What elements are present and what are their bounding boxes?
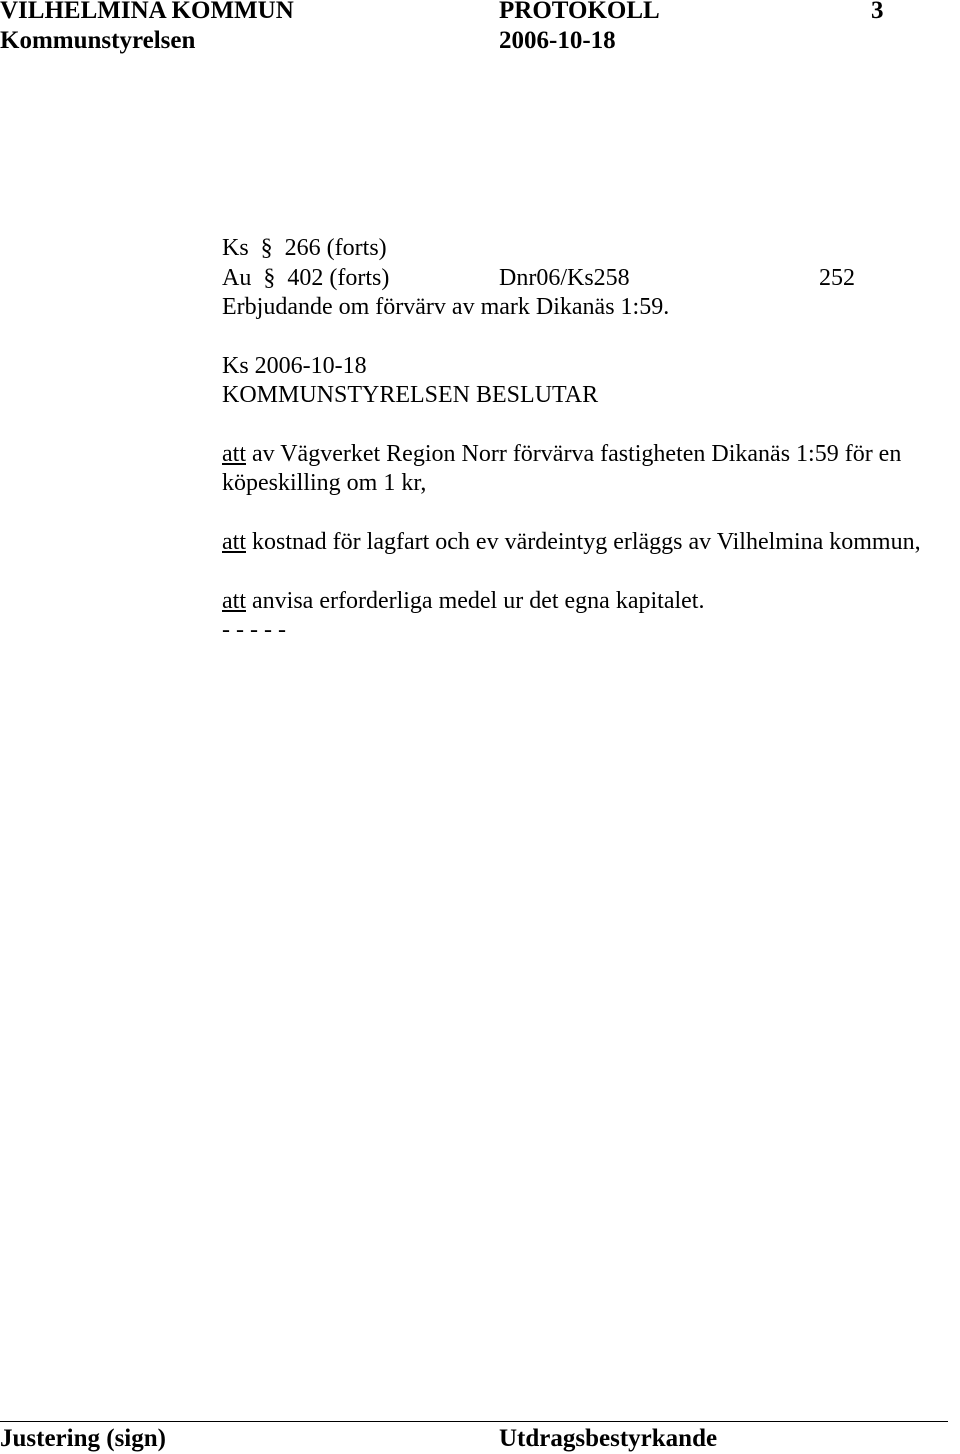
footer-divider	[0, 1421, 948, 1422]
decision-item-text: av Vägverket Region Norr förvärva fastigheten Dikanäs 1:59 för en	[252, 441, 902, 467]
decision-item-text: anvisa erforderliga medel ur det egna kapitalet.	[252, 588, 705, 614]
document-number: 252	[819, 265, 855, 291]
meeting-reference: Ks 2006-10-18	[222, 353, 367, 379]
case-title: Erbjudande om förvärv av mark Dikanäs 1:59.	[222, 294, 670, 320]
municipality-name: VILHELMINA KOMMUN	[0, 0, 294, 24]
au-paragraph-ref	[222, 264, 389, 293]
att-marker: att	[222, 529, 246, 555]
decision-heading: KOMMUNSTYRELSEN BESLUTAR	[222, 382, 599, 408]
decision-item-2	[222, 528, 921, 557]
section-sign-icon: §	[254, 235, 279, 261]
section-sign-icon: §	[257, 265, 282, 291]
au-number: 402 (forts)	[287, 265, 390, 291]
decision-item-text: kostnad för lagfart och ev värdeintyg erläggs av Vilhelmina kommun,	[252, 529, 921, 555]
committee-name: Kommunstyrelsen	[0, 27, 196, 54]
decision-item-3	[222, 587, 704, 616]
att-marker: att	[222, 588, 246, 614]
au-label: Au	[222, 265, 252, 291]
decision-item-1-continuation: köpeskilling om 1 kr,	[222, 470, 427, 496]
decision-item-1	[222, 440, 901, 469]
document-type: PROTOKOLL	[499, 0, 660, 24]
meeting-date: 2006-10-18	[499, 27, 616, 54]
diary-number: Dnr06/Ks258	[499, 265, 630, 291]
footer-justering: Justering (sign)	[0, 1425, 166, 1452]
att-marker: att	[222, 441, 246, 467]
ks-label: Ks	[222, 235, 249, 261]
ks-paragraph-ref	[222, 234, 387, 263]
end-marker: - - - - -	[222, 617, 286, 643]
page-number: 3	[871, 0, 884, 24]
footer-utdragsbestyrkande: Utdragsbestyrkande	[499, 1425, 718, 1452]
ks-number: 266 (forts)	[284, 235, 387, 261]
